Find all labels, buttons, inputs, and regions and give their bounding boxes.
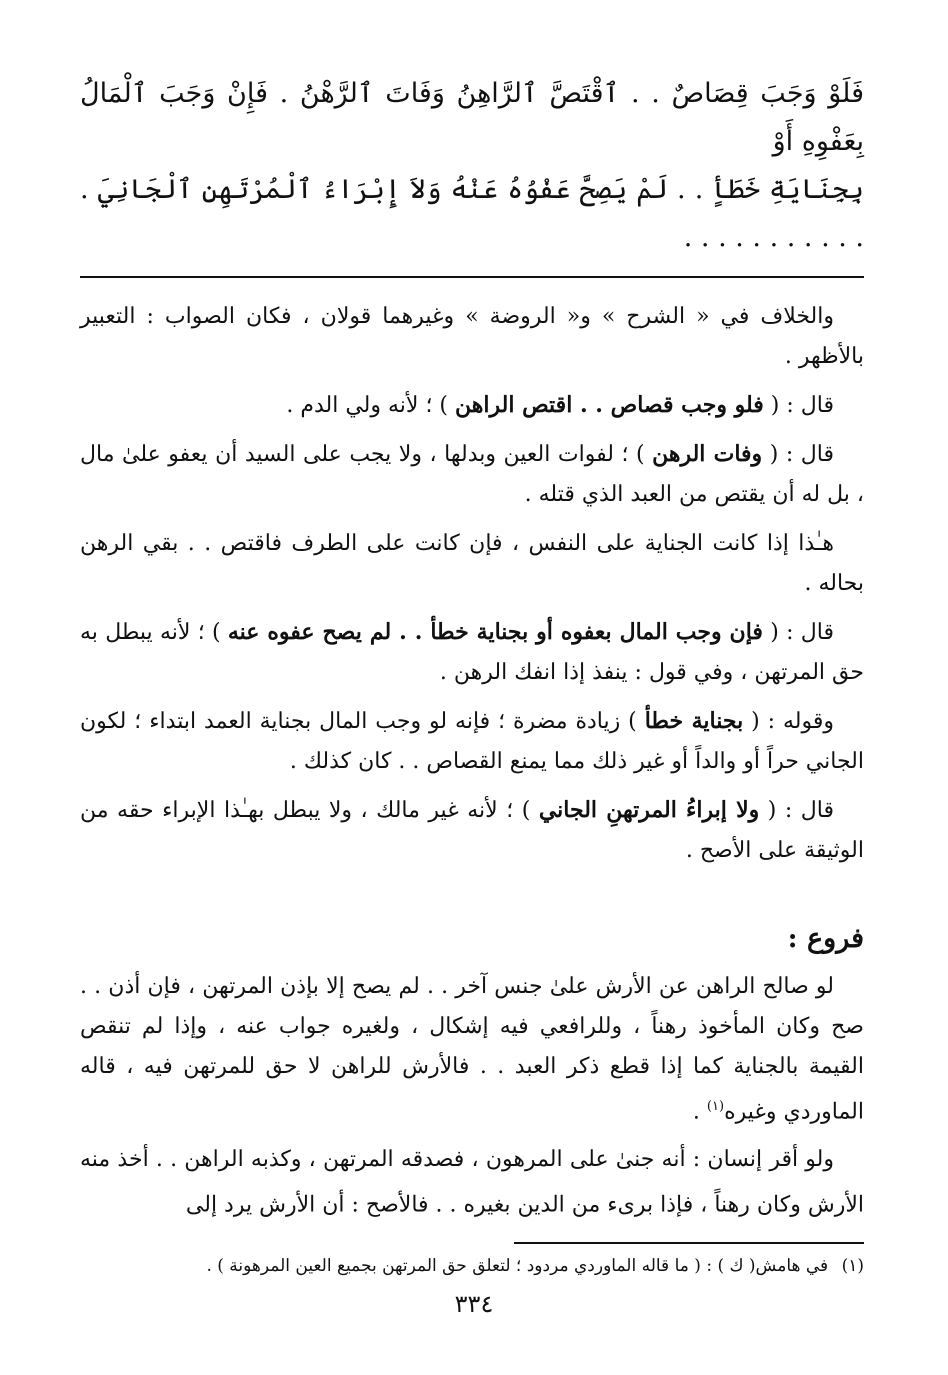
commentary bbox=[80, 296, 864, 871]
commentary-paragraph: قال : ( فإن وجب المال بعفوه أو بجناية خطأ . . لم يصح عفوه عنه ) ؛ لأنه يبطل به حق المرتهن ، وفي قول : ينفذ إذا انفك الرهن . bbox=[80, 619, 864, 685]
quoted-matn: بجناية خطأ bbox=[644, 708, 744, 734]
page-number: ٣٣٤ bbox=[454, 1290, 494, 1318]
footnote-number: (١) bbox=[841, 1255, 864, 1276]
matn-text bbox=[80, 70, 864, 262]
footnote-separator bbox=[514, 1242, 864, 1244]
matn-separator bbox=[80, 276, 864, 278]
furu-paragraph: لو صالح الراهن عن الأرش علىٰ جنس آخر . . لم يصح إلا بإذن المرتهن ، فإن أذن . . صح وكان المأخوذ رهناً ، وللرافعي فيه إشكال ، ولغيره جواب عنه ، وإذا لم تنقص القيمة بالجناية كما إذا قطع ذكر العبد . . فالأرش للراهن لا حق للمرتهن فيه ، قاله الماوردي وغيره$^{(١)}$ . bbox=[80, 974, 864, 1125]
footnote bbox=[80, 1250, 864, 1282]
commentary-paragraph: وقوله : ( بجناية خطأ ) زيادة مضرة ؛ فإنه لو وجب المال بجناية العمد ابتداء ؛ لكون الجاني حراً أو والداً أو غير ذلك مما يمنع القصاص . . كان كذلك . bbox=[80, 708, 864, 774]
quoted-matn: فإن وجب المال بعفوه أو بجناية خطأ . . لم يصح عفوه عنه bbox=[227, 619, 763, 645]
footnote-text: في هامش( ك ) : ( ما قاله الماوردي مردود ؛ لتعلق حق المرتهن بجميع العين المرهونة ) . bbox=[206, 1255, 829, 1276]
commentary-paragraph: والخلاف في « الشرح » و« الروضة » وغيرهما قولان ، فكان الصواب : التعبير بالأظهر . bbox=[80, 304, 864, 369]
quoted-matn: وفات الرهن bbox=[652, 441, 763, 467]
footnote-marker: (١) bbox=[706, 1099, 725, 1114]
matn-line-1: فَلَوْ وَجَبَ قِصَاصٌ . . ٱقْتَصَّ ٱلرَّاهِنُ وَفَاتَ ٱلرَّهْنُ . فَإِنْ وَجَبَ ٱلْمَالُ بِعَفْوِهِ أَوْ bbox=[80, 78, 864, 157]
quoted-matn: فلو وجب قصاص . . اقتص الراهن bbox=[455, 392, 764, 418]
furu-paragraph: ولو أقر إنسان : أنه جنىٰ على المرهون ، فصدقه المرتهن ، وكذبه الراهن . . أخذ منه الأرش وكان رهناً ، فإذا برىء من الدين بغيره . . فالأصح : أن الأرش يرد إلى bbox=[80, 1147, 864, 1218]
quoted-matn: ولا إبراءُ المرتهنِ الجاني bbox=[538, 797, 760, 823]
section-heading: فروع : bbox=[787, 923, 864, 954]
matn-line-2: بِجِنَايَةِ خَطَأٍ . . لَمْ يَصِحَّ عَفْوُهُ عَنْهُ وَلاَ إِبْرَاءُ ٱلْمُرْتَهِنِ ٱلْجَانِيَ . . . . . . . . . . . . bbox=[80, 174, 864, 253]
commentary-paragraph: قال : ( ولا إبراءُ المرتهنِ الجاني ) ؛ لأنه غير مالك ، ولا يبطل بهـٰذا الإبراء حقه من الوثيقة على الأصح . bbox=[80, 797, 864, 863]
commentary-paragraph: قال : ( فلو وجب قصاص . . اقتص الراهن ) ؛ لأنه ولي الدم . bbox=[286, 392, 834, 418]
commentary-paragraph: قال : ( وفات الرهن ) ؛ لفوات العين وبدلها ، ولا يجب على السيد أن يعفو علىٰ مال ، بل له أن يقتص من العبد الذي قتله . bbox=[80, 441, 864, 507]
page-body bbox=[80, 70, 864, 1282]
commentary-paragraph: هـٰذا إذا كانت الجناية على النفس ، فإن كانت على الطرف فاقتص . . بقي الرهن بحاله . bbox=[80, 531, 864, 596]
